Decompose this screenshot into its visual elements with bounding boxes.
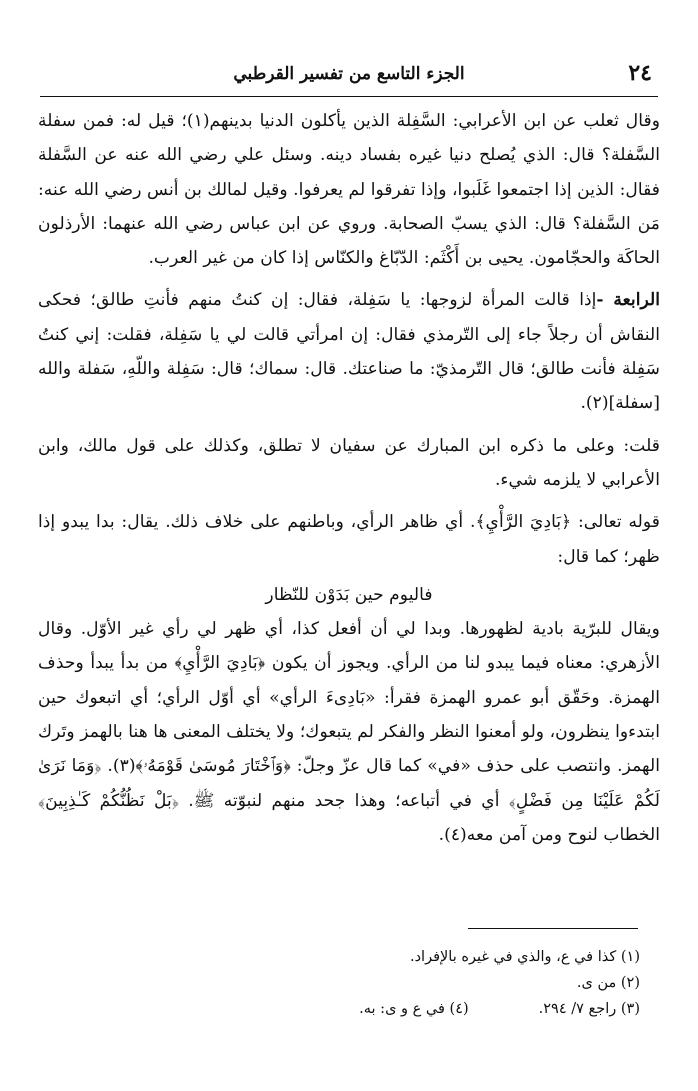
section-lead: الرابعة -	[596, 290, 660, 311]
footnote-3: (٣) راجع ٧/ ٢٩٤.	[538, 1001, 640, 1017]
footnotes	[200, 944, 640, 1022]
poem-verse: فاليوم حين بَدَوْن للنّظار	[265, 584, 433, 605]
page-body	[38, 104, 660, 852]
paragraph-2	[38, 283, 660, 420]
paragraph-3: قلت: وعلى ما ذكره ابن المبارك عن سفيان لا تطلق، وكذلك على قول مالك، وابن الأعرابي لا يلزمه شيء.	[38, 435, 660, 490]
page-header	[40, 60, 658, 97]
footnote-2: (٢) من ى.	[576, 975, 640, 991]
footnote-separator	[468, 928, 638, 929]
footnote-row	[200, 996, 640, 1022]
paragraph-1: وقال ثعلب عن ابن الأعرابي: السَّفِلة الذين يأكلون الدنيا بدينهم(١)؛ قيل له: فمن سفلة السَّفلة؟ قال: الذي يُصلح دنيا غيره بفساد دينه. وسئل علي رضي الله عنه عن السَّفلة فقال: الذين إذا اجتمعوا غَلَبوا، وإذا تفرقوا لم يعرفوا. وقيل لمالك بن أنس رضي الله عنه: مَن السَّفلة؟ قال: الذي يسبّ الصحابة. وروي عن ابن عباس رضي الله عنهما: الأرذلون الحاكَة والحجّامون. يحيى بن أَكْثَم: الدّبّاغ والكنّاس إذا كان من غير العرب.	[38, 111, 660, 269]
paragraph-2-text: إذا قالت المرأة لزوجها: يا سَفِلة، فقال: إن كنتُ منهم فأنتِ طالق؛ فحكى النقاش أن رجلاً جاء إلى التّرمذي فقال: إن امرأتي قالت لي يا سَفِلة، فقلت: إني كنتُ سَفِلة فأنت طالق؛ قال التّرمذيّ: ما صناعتك. قال: سماك؛ قال: سَفِلة واللّهِ، سَفلة والله [سفلة](٢).	[38, 290, 660, 414]
running-title: الجزء التاسع من تفسير القرطبي	[233, 64, 465, 84]
footnote-4: (٤) في ع و ى: به.	[359, 1001, 469, 1017]
paragraph-4: قوله تعالى: ﴿بَادِيَ الرَّأْيِ﴾. أي ظاهر الرأي، وباطنهم على خلاف ذلك. يقال: بدا يبدو إذا ظهر؛ كما قال:	[38, 512, 660, 567]
page-number: ٢٤	[628, 60, 652, 86]
paragraph-5: ويقال للبرّية بادية لظهورها. وبدا لي أن أفعل كذا، أي ظهر لي رأي غير الأوّل. وقال الأزهري: معناه فيما يبدو لنا من الرأي. ويجوز أن يكون ﴿بَادِيَ الرَّأْيِ﴾ من بدأ يبدأ وحذف الهمزة. وحَقّق أبو عمرو الهمزة فقرأ: «بَادِىءَ الرأي» أي أوّل الرأي؛ أي اتبعوك حين ابتدءوا ينظرون، ولو أمعنوا النظر والفكر لم يتبعوك؛ ولا يختلف المعنى ها هنا بالهمز وتَرك الهمز. وانتصب على حذف «في» كما قال عزّ وجلّ: ﴿وَٱخْتَارَ مُوسَىٰ قَوْمَهُۥ﴾(٣). ﴿وَمَا نَرَىٰ لَكُمْ عَلَيْنَا مِن فَضْلٍ﴾ أي في أتباعه؛ وهذا جحد منهم لنبوّته ﷺ. ﴿بَلْ نَظُنُّكُمْ كَـٰذِبِينَ﴾ الخطاب لنوح ومن آمن معه(٤).	[38, 619, 660, 845]
footnote-1: (١) كذا في ع، والذي في غيره بالإفراد.	[409, 949, 640, 965]
